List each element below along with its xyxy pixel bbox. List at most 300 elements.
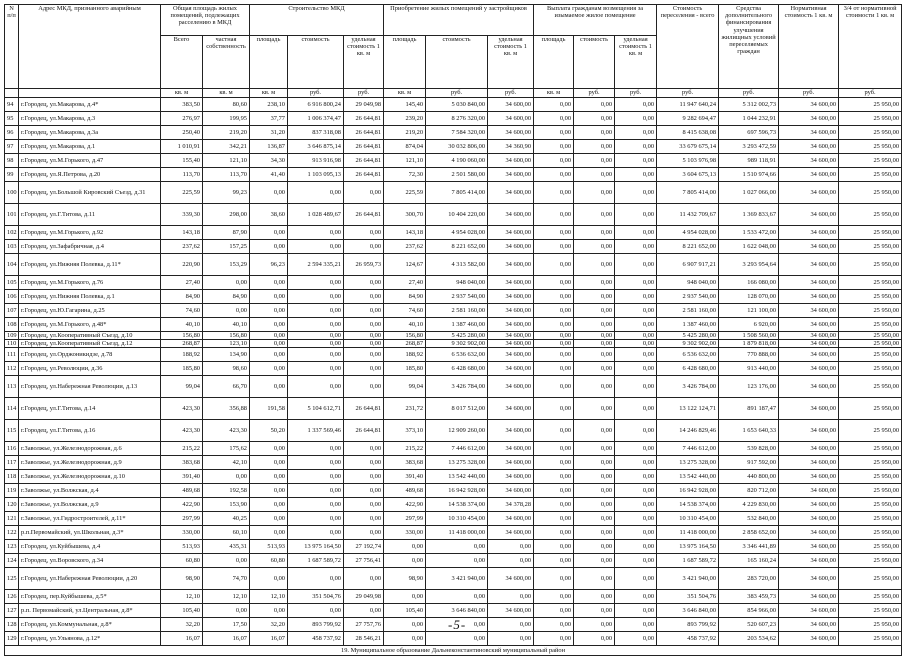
value-cell: 7 805 414,00 bbox=[657, 182, 719, 204]
value-cell: 0,00 bbox=[488, 554, 534, 568]
value-cell: 25 950,00 bbox=[839, 554, 902, 568]
value-cell: 28 546,21 bbox=[344, 632, 384, 646]
value-cell: 98,90 bbox=[161, 568, 203, 590]
subheader-cost: стоимость bbox=[426, 36, 488, 89]
value-cell: 121 100,00 bbox=[719, 304, 779, 318]
value-cell: 25 950,00 bbox=[839, 290, 902, 304]
value-cell: 0,00 bbox=[344, 484, 384, 498]
value-cell: 9 302 902,00 bbox=[657, 340, 719, 348]
row-number: 95 bbox=[5, 112, 19, 126]
value-cell: 0,00 bbox=[615, 182, 657, 204]
value-cell: 0,00 bbox=[534, 332, 574, 340]
unit-cell: руб. bbox=[488, 89, 534, 98]
value-cell: 0,00 bbox=[534, 154, 574, 168]
value-cell: 12 909 260,00 bbox=[426, 420, 488, 442]
address-cell: г.Заволжье, ул.Волжская, д.9 bbox=[19, 498, 161, 512]
value-cell: 0,00 bbox=[574, 348, 615, 362]
value-cell: 80,60 bbox=[203, 98, 250, 112]
value-cell: 0,00 bbox=[574, 304, 615, 318]
value-cell: 34 600,00 bbox=[488, 512, 534, 526]
address-cell: г.Городец, ул.Макарова, д.3а bbox=[19, 126, 161, 140]
value-cell: 0,00 bbox=[615, 254, 657, 276]
value-cell: 0,00 bbox=[288, 456, 344, 470]
value-cell: 0,00 bbox=[344, 290, 384, 304]
value-cell: 25 950,00 bbox=[839, 568, 902, 590]
value-cell: 215,22 bbox=[161, 442, 203, 456]
value-cell: 8 221 652,00 bbox=[426, 240, 488, 254]
value-cell: 34 600,00 bbox=[779, 512, 839, 526]
value-cell: 351 504,76 bbox=[288, 590, 344, 604]
value-cell: 11 418 000,00 bbox=[426, 526, 488, 540]
value-cell: 0,00 bbox=[534, 618, 574, 632]
value-cell: 0,00 bbox=[288, 484, 344, 498]
subheader-private: частная собственность bbox=[203, 36, 250, 89]
value-cell: 30 032 806,00 bbox=[426, 140, 488, 154]
value-cell: 2 501 580,00 bbox=[426, 168, 488, 182]
row-number: 113 bbox=[5, 376, 19, 398]
value-cell: 225,59 bbox=[384, 182, 426, 204]
subheader-unit-cost: удельная стоимость 1 кв. м bbox=[488, 36, 534, 89]
value-cell: 0,00 bbox=[250, 304, 288, 318]
row-number: 102 bbox=[5, 226, 19, 240]
value-cell: 6 907 917,21 bbox=[657, 254, 719, 276]
value-cell: 34 600,00 bbox=[488, 226, 534, 240]
value-cell: 300,70 bbox=[384, 204, 426, 226]
table-row bbox=[5, 276, 902, 290]
units-row bbox=[5, 89, 902, 98]
value-cell: 0,00 bbox=[574, 318, 615, 332]
table-row bbox=[5, 590, 902, 604]
value-cell: 770 888,00 bbox=[719, 348, 779, 362]
value-cell: 0,00 bbox=[534, 240, 574, 254]
row-number: 114 bbox=[5, 398, 19, 420]
value-cell: 128 070,00 bbox=[719, 290, 779, 304]
value-cell: 0,00 bbox=[344, 240, 384, 254]
value-cell: 0,00 bbox=[288, 604, 344, 618]
value-cell: 0,00 bbox=[534, 456, 574, 470]
value-cell: 0,00 bbox=[615, 290, 657, 304]
value-cell: 0,00 bbox=[344, 526, 384, 540]
unit-cell: руб. bbox=[615, 89, 657, 98]
value-cell: 12,10 bbox=[250, 590, 288, 604]
address-cell: г.Городец, ул.Революции, д.36 bbox=[19, 362, 161, 376]
value-cell: 423,30 bbox=[161, 398, 203, 420]
table-row bbox=[5, 526, 902, 540]
row-number: 105 bbox=[5, 276, 19, 290]
value-cell: 0,00 bbox=[615, 420, 657, 442]
value-cell: 1 510 974,66 bbox=[719, 168, 779, 182]
subheader-area: площадь bbox=[534, 36, 574, 89]
value-cell: 422,90 bbox=[384, 498, 426, 512]
row-number: 115 bbox=[5, 420, 19, 442]
value-cell: 0,00 bbox=[615, 470, 657, 484]
value-cell: 5 103 976,98 bbox=[657, 154, 719, 168]
value-cell: 0,00 bbox=[534, 140, 574, 154]
value-cell: 0,00 bbox=[534, 568, 574, 590]
row-number: 118 bbox=[5, 470, 19, 484]
value-cell: 34 600,00 bbox=[779, 398, 839, 420]
value-cell: 0,00 bbox=[615, 348, 657, 362]
unit-cell: кв. м bbox=[203, 89, 250, 98]
value-cell: 25 950,00 bbox=[839, 398, 902, 420]
header-norm-cost: Нормативная стоимость 1 кв. м bbox=[779, 5, 839, 89]
value-cell: 0,00 bbox=[384, 618, 426, 632]
value-cell: 60,80 bbox=[250, 554, 288, 568]
value-cell: 25 950,00 bbox=[839, 484, 902, 498]
value-cell: 238,10 bbox=[250, 98, 288, 112]
address-cell: г.Городец, ул.Макарова, д.1 bbox=[19, 140, 161, 154]
value-cell: 13 975 164,50 bbox=[288, 540, 344, 554]
value-cell: 25 950,00 bbox=[839, 512, 902, 526]
table-row bbox=[5, 484, 902, 498]
value-cell: 16,07 bbox=[203, 632, 250, 646]
value-cell: 2 858 652,00 bbox=[719, 526, 779, 540]
value-cell: 31,20 bbox=[250, 126, 288, 140]
table-row bbox=[5, 498, 902, 512]
value-cell: 26 644,81 bbox=[344, 140, 384, 154]
value-cell: 41,40 bbox=[250, 168, 288, 182]
table-row bbox=[5, 632, 902, 646]
value-cell: 3 426 784,00 bbox=[657, 376, 719, 398]
address-cell: г.Городец, ул.Макарова, д.4* bbox=[19, 98, 161, 112]
value-cell: 0,00 bbox=[288, 526, 344, 540]
value-cell: 356,88 bbox=[203, 398, 250, 420]
value-cell: 175,62 bbox=[203, 442, 250, 456]
value-cell: 7 805 414,00 bbox=[426, 182, 488, 204]
value-cell: 0,00 bbox=[488, 590, 534, 604]
row-number: 120 bbox=[5, 498, 19, 512]
row-number: 127 bbox=[5, 604, 19, 618]
value-cell: 0,00 bbox=[534, 168, 574, 182]
value-cell: 1 687 589,72 bbox=[657, 554, 719, 568]
value-cell: 25 950,00 bbox=[839, 332, 902, 340]
value-cell: 1 010,91 bbox=[161, 140, 203, 154]
value-cell: 25 950,00 bbox=[839, 126, 902, 140]
value-cell: 34 600,00 bbox=[488, 254, 534, 276]
table-row bbox=[5, 318, 902, 332]
value-cell: 373,10 bbox=[384, 420, 426, 442]
value-cell: 5 312 002,73 bbox=[719, 98, 779, 112]
value-cell: 34 600,00 bbox=[488, 304, 534, 318]
table-body bbox=[5, 98, 902, 646]
value-cell: 1 103 095,13 bbox=[288, 168, 344, 182]
value-cell: 0,00 bbox=[250, 318, 288, 332]
value-cell: 25 950,00 bbox=[839, 140, 902, 154]
value-cell: 27,40 bbox=[161, 276, 203, 290]
value-cell: 820 712,00 bbox=[719, 484, 779, 498]
unit-cell: руб. bbox=[574, 89, 615, 98]
table-row bbox=[5, 140, 902, 154]
value-cell: 29 049,98 bbox=[344, 590, 384, 604]
unit-cell: руб. bbox=[344, 89, 384, 98]
value-cell: 121,10 bbox=[203, 154, 250, 168]
value-cell: 34 600,00 bbox=[488, 318, 534, 332]
row-number: 101 bbox=[5, 204, 19, 226]
value-cell: 0,00 bbox=[574, 512, 615, 526]
value-cell: 10 310 454,00 bbox=[426, 512, 488, 526]
row-number: 109 bbox=[5, 332, 19, 340]
value-cell: 0,00 bbox=[250, 456, 288, 470]
value-cell: 1 387 460,00 bbox=[426, 318, 488, 332]
value-cell: 4 313 582,00 bbox=[426, 254, 488, 276]
value-cell: 3 646 875,14 bbox=[288, 140, 344, 154]
value-cell: 34 600,00 bbox=[779, 442, 839, 456]
value-cell: 513,93 bbox=[250, 540, 288, 554]
value-cell: 1 028 489,67 bbox=[288, 204, 344, 226]
value-cell: 34 600,00 bbox=[488, 362, 534, 376]
value-cell: 34 600,00 bbox=[779, 554, 839, 568]
value-cell: 1 533 472,00 bbox=[719, 226, 779, 240]
value-cell: 0,00 bbox=[344, 376, 384, 398]
value-cell: 913 916,98 bbox=[288, 154, 344, 168]
value-cell: 0,00 bbox=[250, 362, 288, 376]
address-cell: р.п.Первомайский, ул.Школьная, д.3* bbox=[19, 526, 161, 540]
value-cell: 1 006 374,47 bbox=[288, 112, 344, 126]
value-cell: 11 432 709,67 bbox=[657, 204, 719, 226]
table-row bbox=[5, 540, 902, 554]
value-cell: 219,20 bbox=[203, 126, 250, 140]
value-cell: 156,80 bbox=[161, 332, 203, 340]
value-cell: 11 418 000,00 bbox=[657, 526, 719, 540]
value-cell: 0,00 bbox=[250, 484, 288, 498]
header-additional-funds: Средства дополнительного финансирования улучшения жилищных условий переселяемых граждан bbox=[719, 5, 779, 89]
value-cell: 34 600,00 bbox=[779, 254, 839, 276]
value-cell: 153,29 bbox=[203, 254, 250, 276]
address-cell: г.Городец, ул.М.Горького, д.47 bbox=[19, 154, 161, 168]
value-cell: 6 536 632,00 bbox=[426, 348, 488, 362]
value-cell: 0,00 bbox=[534, 362, 574, 376]
value-cell: 34 600,00 bbox=[779, 226, 839, 240]
value-cell: 13 275 328,00 bbox=[426, 456, 488, 470]
value-cell: 874,04 bbox=[384, 140, 426, 154]
value-cell: 4 954 028,00 bbox=[426, 226, 488, 240]
value-cell: 34 600,00 bbox=[488, 348, 534, 362]
row-number: 100 bbox=[5, 182, 19, 204]
value-cell: 458 737,92 bbox=[288, 632, 344, 646]
value-cell: 3 293 472,59 bbox=[719, 140, 779, 154]
value-cell: 25 950,00 bbox=[839, 348, 902, 362]
value-cell: 6 916 800,24 bbox=[288, 98, 344, 112]
value-cell: 0,00 bbox=[574, 112, 615, 126]
value-cell: 13 975 164,50 bbox=[657, 540, 719, 554]
value-cell: 0,00 bbox=[534, 590, 574, 604]
value-cell: 153,90 bbox=[203, 498, 250, 512]
table-row bbox=[5, 168, 902, 182]
address-cell: г.Городец, ул.Г.Титова, д.16 bbox=[19, 420, 161, 442]
value-cell: 34 600,00 bbox=[779, 112, 839, 126]
value-cell: 0,00 bbox=[574, 420, 615, 442]
value-cell: 0,00 bbox=[344, 304, 384, 318]
table-row bbox=[5, 554, 902, 568]
value-cell: 50,20 bbox=[250, 420, 288, 442]
value-cell: 3 646 840,00 bbox=[657, 604, 719, 618]
value-cell: 34 600,00 bbox=[779, 126, 839, 140]
value-cell: 165 160,24 bbox=[719, 554, 779, 568]
value-cell: 123 176,00 bbox=[719, 376, 779, 398]
value-cell: 0,00 bbox=[615, 442, 657, 456]
value-cell: 0,00 bbox=[203, 554, 250, 568]
value-cell: 0,00 bbox=[574, 398, 615, 420]
address-cell: г.Городец, ул.Зафабричная, д.4 bbox=[19, 240, 161, 254]
value-cell: 237,62 bbox=[161, 240, 203, 254]
table-row bbox=[5, 442, 902, 456]
value-cell: 0,00 bbox=[250, 604, 288, 618]
value-cell: 458 737,92 bbox=[657, 632, 719, 646]
value-cell: 34 600,00 bbox=[779, 290, 839, 304]
value-cell: 283 720,00 bbox=[719, 568, 779, 590]
value-cell: 34 600,00 bbox=[488, 240, 534, 254]
value-cell: 0,00 bbox=[250, 568, 288, 590]
value-cell: 6 428 680,00 bbox=[657, 362, 719, 376]
table-row bbox=[5, 340, 902, 348]
value-cell: 0,00 bbox=[574, 632, 615, 646]
value-cell: 0,00 bbox=[534, 290, 574, 304]
value-cell: 0,00 bbox=[288, 442, 344, 456]
value-cell: 26 644,81 bbox=[344, 398, 384, 420]
value-cell: 0,00 bbox=[615, 226, 657, 240]
value-cell: 33 679 675,14 bbox=[657, 140, 719, 154]
table-row bbox=[5, 304, 902, 318]
value-cell: 34 600,00 bbox=[488, 604, 534, 618]
value-cell: 26 644,81 bbox=[344, 154, 384, 168]
value-cell: 96,23 bbox=[250, 254, 288, 276]
value-cell: 435,31 bbox=[203, 540, 250, 554]
unit-cell: руб. bbox=[288, 89, 344, 98]
value-cell: 192,58 bbox=[203, 484, 250, 498]
table-row bbox=[5, 568, 902, 590]
value-cell: 2 581 160,00 bbox=[426, 304, 488, 318]
value-cell: 155,40 bbox=[161, 154, 203, 168]
value-cell: 0,00 bbox=[574, 126, 615, 140]
value-cell: 60,10 bbox=[203, 526, 250, 540]
value-cell: 34 600,00 bbox=[779, 240, 839, 254]
value-cell: 34 600,00 bbox=[779, 140, 839, 154]
value-cell: 2 937 540,00 bbox=[426, 290, 488, 304]
value-cell: 113,70 bbox=[203, 168, 250, 182]
value-cell: 0,00 bbox=[534, 512, 574, 526]
value-cell: 34 600,00 bbox=[779, 484, 839, 498]
value-cell: 27,40 bbox=[384, 276, 426, 290]
value-cell: 25 950,00 bbox=[839, 442, 902, 456]
value-cell: 0,00 bbox=[288, 340, 344, 348]
value-cell: 34 600,00 bbox=[488, 398, 534, 420]
value-cell: 0,00 bbox=[426, 554, 488, 568]
value-cell: 0,00 bbox=[534, 420, 574, 442]
value-cell: 26 644,81 bbox=[344, 204, 384, 226]
value-cell: 0,00 bbox=[534, 632, 574, 646]
value-cell: 34 600,00 bbox=[779, 618, 839, 632]
value-cell: 26 644,81 bbox=[344, 420, 384, 442]
table-row bbox=[5, 456, 902, 470]
value-cell: 0,00 bbox=[250, 512, 288, 526]
value-cell: 6 536 632,00 bbox=[657, 348, 719, 362]
value-cell: 3 293 954,64 bbox=[719, 254, 779, 276]
value-cell: 34 600,00 bbox=[779, 568, 839, 590]
value-cell: 0,00 bbox=[615, 168, 657, 182]
address-cell: г.Заволжье, ул.Гидростроителей, д.11* bbox=[19, 512, 161, 526]
value-cell: 0,00 bbox=[615, 540, 657, 554]
value-cell: 7 446 612,00 bbox=[657, 442, 719, 456]
row-number: 99 bbox=[5, 168, 19, 182]
value-cell: 0,00 bbox=[574, 590, 615, 604]
unit-cell: руб. bbox=[657, 89, 719, 98]
value-cell: 0,00 bbox=[534, 498, 574, 512]
table-row bbox=[5, 112, 902, 126]
table-row bbox=[5, 126, 902, 140]
address-cell: г.Городец, ул.М.Горького, д.76 bbox=[19, 276, 161, 290]
value-cell: 948 040,00 bbox=[426, 276, 488, 290]
header-total-area: Общая площадь жилых помещений, подлежащих расселению в МКД bbox=[161, 5, 250, 36]
value-cell: 0,00 bbox=[288, 376, 344, 398]
value-cell: 0,00 bbox=[534, 398, 574, 420]
value-cell: 0,00 bbox=[574, 554, 615, 568]
value-cell: 98,90 bbox=[384, 568, 426, 590]
value-cell: 917 592,00 bbox=[719, 456, 779, 470]
value-cell: 0,00 bbox=[384, 632, 426, 646]
value-cell: 1 369 833,67 bbox=[719, 204, 779, 226]
value-cell: 34 360,90 bbox=[488, 140, 534, 154]
value-cell: 225,59 bbox=[161, 182, 203, 204]
table-row bbox=[5, 254, 902, 276]
value-cell: 0,00 bbox=[344, 362, 384, 376]
value-cell: 34 600,00 bbox=[488, 126, 534, 140]
unit-cell: кв. м bbox=[534, 89, 574, 98]
value-cell: 34 600,00 bbox=[488, 154, 534, 168]
table-row bbox=[5, 470, 902, 484]
value-cell: 0,00 bbox=[288, 512, 344, 526]
value-cell: 4 954 028,00 bbox=[657, 226, 719, 240]
value-cell: 16 942 928,00 bbox=[657, 484, 719, 498]
row-number: 94 bbox=[5, 98, 19, 112]
value-cell: 0,00 bbox=[574, 204, 615, 226]
row-number: 124 bbox=[5, 554, 19, 568]
value-cell: 5 425 280,00 bbox=[426, 332, 488, 340]
value-cell: 0,00 bbox=[574, 526, 615, 540]
value-cell: 34 600,00 bbox=[779, 154, 839, 168]
row-number: 97 bbox=[5, 140, 19, 154]
value-cell: 0,00 bbox=[426, 632, 488, 646]
value-cell: 383,68 bbox=[161, 456, 203, 470]
value-cell: 297,99 bbox=[161, 512, 203, 526]
value-cell: 220,90 bbox=[161, 254, 203, 276]
value-cell: 383 459,73 bbox=[719, 590, 779, 604]
value-cell: 72,30 bbox=[384, 168, 426, 182]
row-number: 104 bbox=[5, 254, 19, 276]
address-cell: г.Городец, ул.М.Горького, д.92 bbox=[19, 226, 161, 240]
value-cell: 383,68 bbox=[384, 456, 426, 470]
value-cell: 0,00 bbox=[534, 526, 574, 540]
value-cell: 34 600,00 bbox=[779, 632, 839, 646]
value-cell: 0,00 bbox=[250, 226, 288, 240]
value-cell: 0,00 bbox=[203, 604, 250, 618]
value-cell: 215,22 bbox=[384, 442, 426, 456]
row-number: 125 bbox=[5, 568, 19, 590]
address-cell: г.Городец, ул.Набережная Революции, д.13 bbox=[19, 376, 161, 398]
value-cell: 0,00 bbox=[574, 340, 615, 348]
value-cell: 99,04 bbox=[384, 376, 426, 398]
value-cell: 42,10 bbox=[203, 456, 250, 470]
value-cell: 34 600,00 bbox=[779, 332, 839, 340]
value-cell: 25 950,00 bbox=[839, 632, 902, 646]
value-cell: 0,00 bbox=[288, 290, 344, 304]
value-cell: 268,87 bbox=[161, 340, 203, 348]
subheader-unit-cost: удельная стоимость 1 кв. м bbox=[344, 36, 384, 89]
value-cell: 17,50 bbox=[203, 618, 250, 632]
value-cell: 532 840,00 bbox=[719, 512, 779, 526]
value-cell: 60,80 bbox=[161, 554, 203, 568]
value-cell: 34 600,00 bbox=[779, 376, 839, 398]
value-cell: 330,00 bbox=[161, 526, 203, 540]
